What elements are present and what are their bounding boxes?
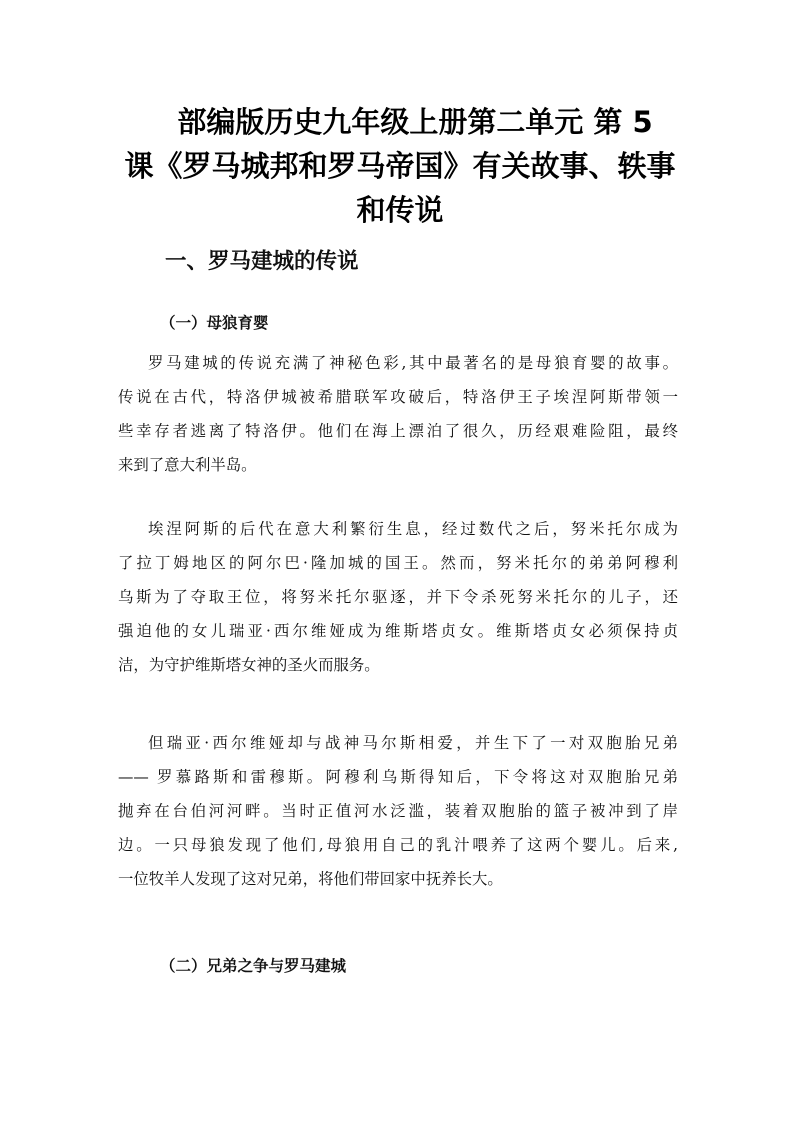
subsection-heading-brothers: （二）兄弟之争与罗马建城 xyxy=(160,957,347,975)
paragraph-line: 一位牧羊人发现了这对兄弟，将他们带回家中抚养长大。 xyxy=(118,870,503,888)
paragraph-line: 边。一只母狼发现了他们,母狼用自己的乳汁喂养了这两个婴儿。后来, xyxy=(118,836,678,854)
title-line: 和传说 xyxy=(356,193,444,227)
paragraph-line: 传说在古代，特洛伊城被希腊联军攻破后，特洛伊王子埃涅阿斯带领一 xyxy=(118,388,678,406)
paragraph-line: 但瑞亚·西尔维娅却与战神马尔斯相爱，并生下了一对双胞胎兄弟 xyxy=(148,734,678,752)
paragraph-line: —— 罗慕路斯和雷穆斯。阿穆利乌斯得知后，下令将这对双胞胎兄弟 xyxy=(118,768,678,786)
paragraph-line: 乌斯为了夺取王位，将努米托尔驱逐，并下令杀死努米托尔的儿子，还 xyxy=(118,588,678,606)
document-title xyxy=(110,100,690,232)
paragraph-line: 埃涅阿斯的后代在意大利繁衍生息，经过数代之后，努米托尔成为 xyxy=(148,520,678,538)
paragraph xyxy=(118,346,678,482)
title-line: 课《罗马城邦和罗马帝国》有关故事、轶事 xyxy=(124,149,676,183)
paragraph-line: 强迫他的女儿瑞亚·西尔维娅成为维斯塔贞女。维斯塔贞女必须保持贞 xyxy=(118,622,678,640)
paragraph xyxy=(118,512,678,682)
paragraph-line: 些幸存者逃离了特洛伊。他们在海上漂泊了很久，历经艰难险阻，最终 xyxy=(118,422,678,440)
title-line: 部编版历史九年级上册第二单元 第 5 xyxy=(177,105,653,139)
paragraph-line: 罗马建城的传说充满了神秘色彩,其中最著名的是母狼育婴的故事。 xyxy=(148,354,678,372)
paragraph-line: 洁，为守护维斯塔女神的圣火而服务。 xyxy=(118,656,380,674)
section-heading: 一、罗马建城的传说 xyxy=(165,249,359,274)
paragraph-line: 了拉丁姆地区的阿尔巴·隆加城的国王。然而，努米托尔的弟弟阿穆利 xyxy=(118,554,678,572)
paragraph xyxy=(118,726,678,896)
paragraph-line: 来到了意大利半岛。 xyxy=(118,456,257,474)
subsection-heading-wolf: （一）母狼育婴 xyxy=(160,314,269,332)
paragraph-line: 抛弃在台伯河河畔。当时正值河水泛滥，装着双胞胎的篮子被冲到了岸 xyxy=(118,802,678,820)
